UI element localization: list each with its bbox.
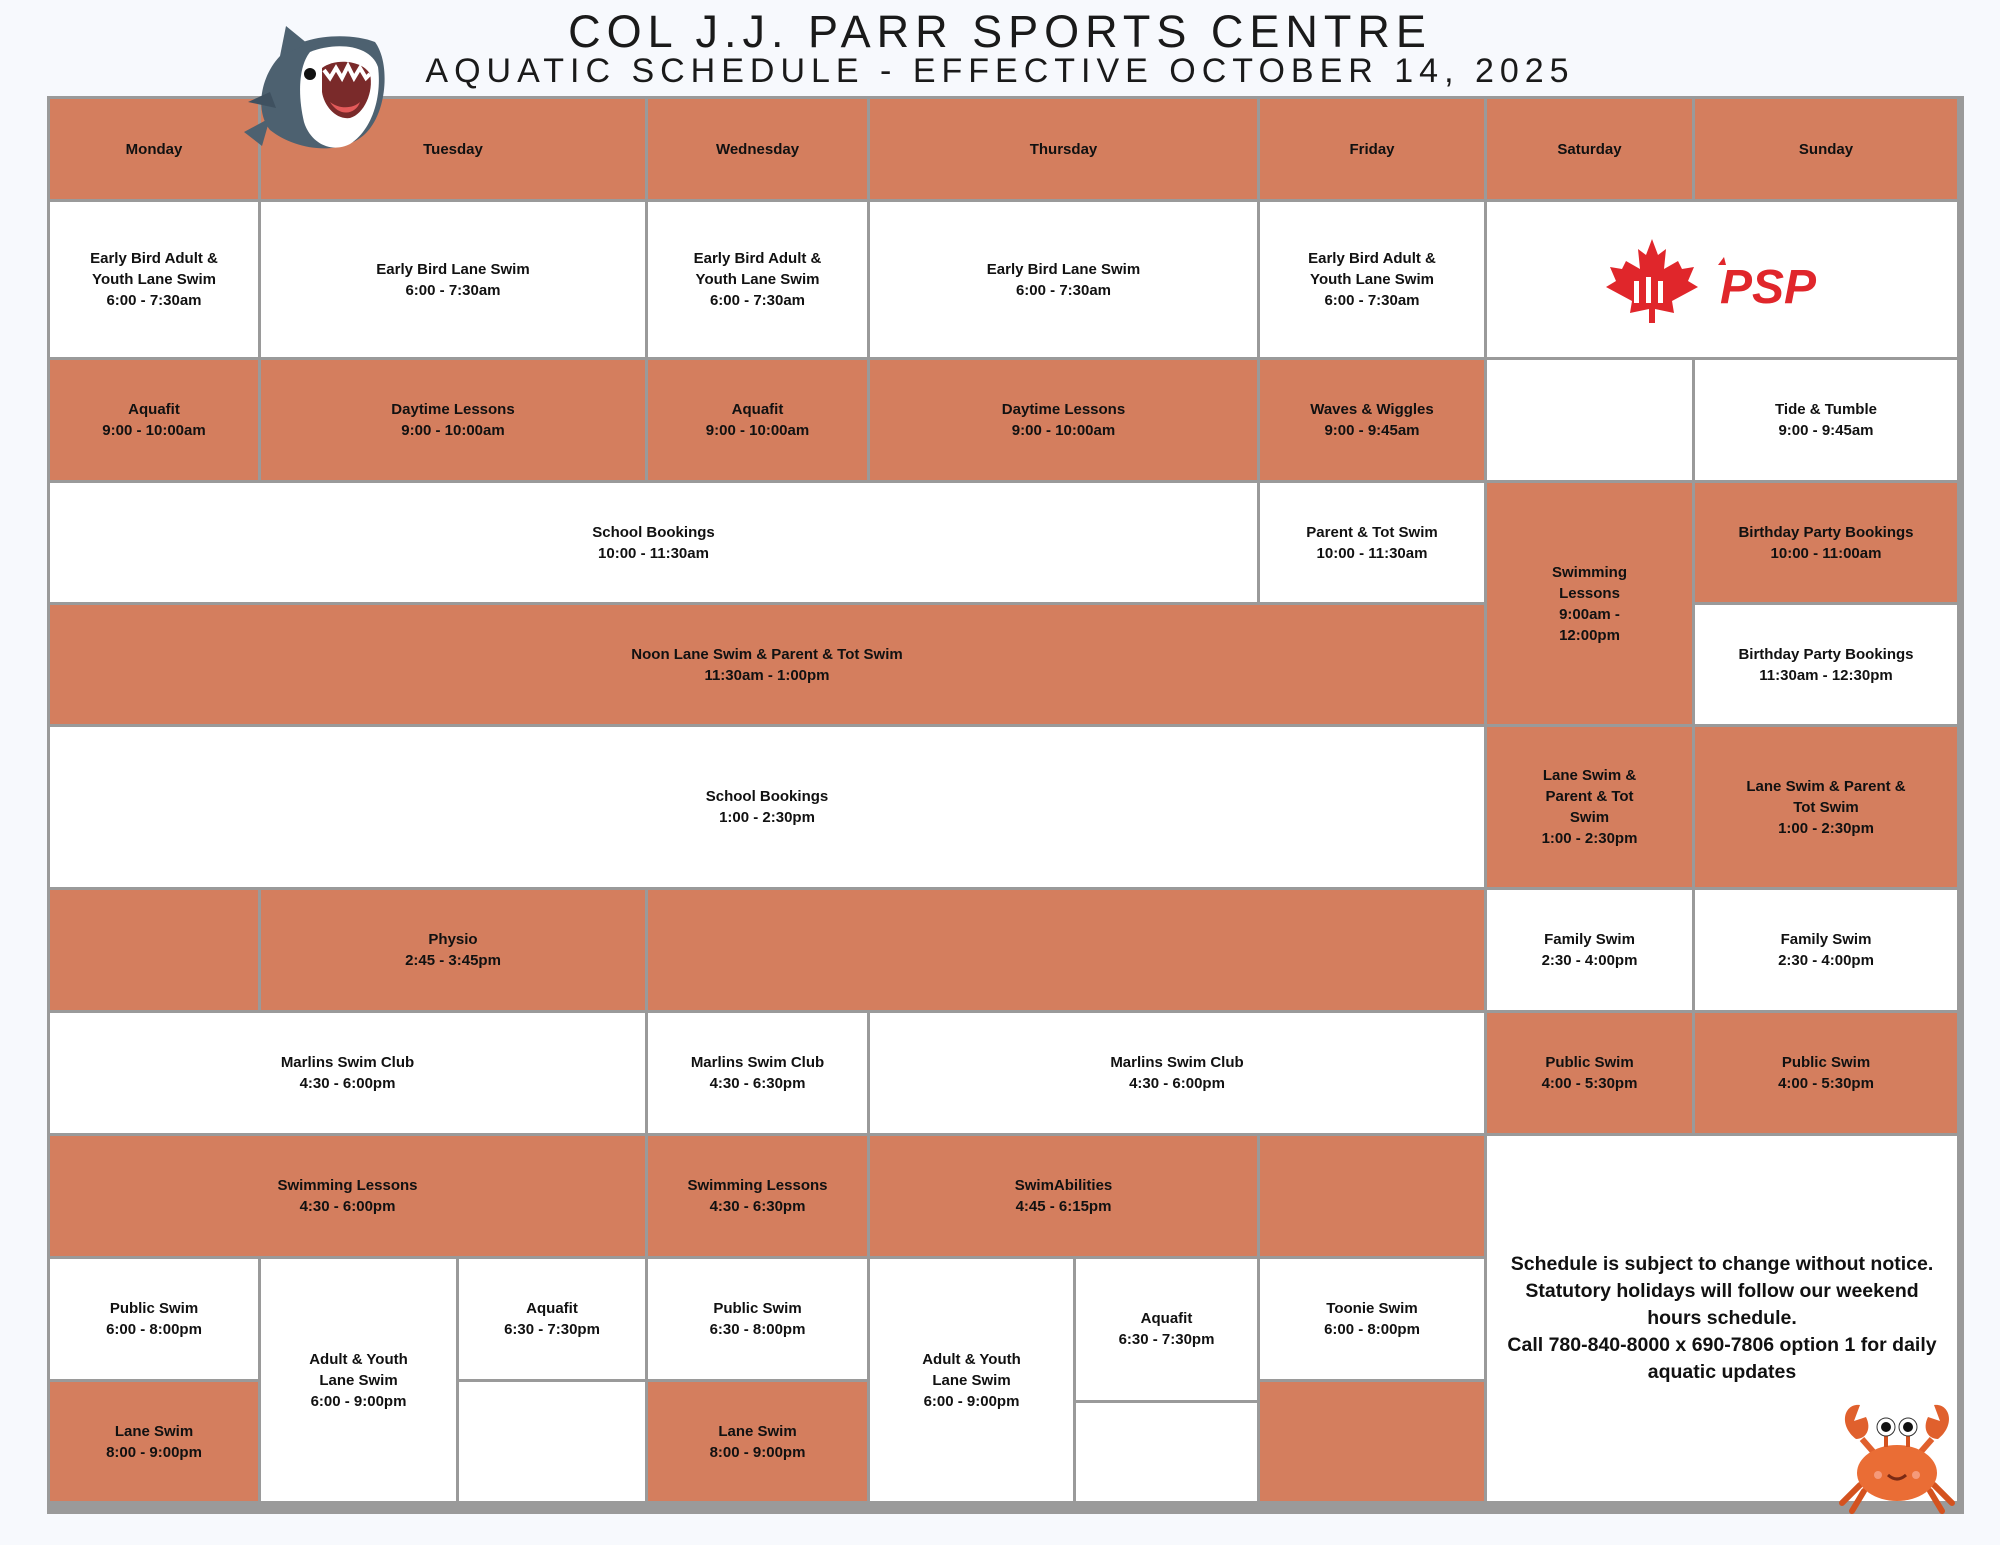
svg-text:PSP: PSP xyxy=(1720,260,1817,314)
day-header-tuesday: Tuesday xyxy=(261,99,645,199)
crab-mascot-icon xyxy=(1832,1395,1962,1515)
slot-saturday-lane-parent-tot: Lane Swim & Parent & Tot Swim 1:00 - 2:30pm xyxy=(1487,727,1692,887)
slot-mon-tue-marlins: Marlins Swim Club 4:30 - 6:00pm xyxy=(50,1013,645,1133)
shark-mascot-icon xyxy=(240,22,395,167)
slot-friday-late-empty xyxy=(1260,1382,1484,1501)
slot-monday-early-bird: Early Bird Adult & Youth Lane Swim 6:00 - 7:30am xyxy=(50,202,258,357)
day-header-monday: Monday xyxy=(50,99,258,199)
slot-thursday-early-bird: Early Bird Lane Swim 6:00 - 7:30am xyxy=(870,202,1257,357)
slot-mon-tue-swimming-lessons: Swimming Lessons 4:30 - 6:00pm xyxy=(50,1136,645,1256)
slot-noon-lane-parent-tot: Noon Lane Swim & Parent & Tot Swim 11:30am - 1:00pm xyxy=(50,605,1484,724)
day-header-wednesday: Wednesday xyxy=(648,99,867,199)
canada-maple-leaf-psp-logo-icon xyxy=(1602,235,1842,325)
slot-sunday-birthday-2: Birthday Party Bookings 11:30am - 12:30pm xyxy=(1695,605,1957,724)
thursday-evening-group xyxy=(870,1259,1257,1501)
slot-tuesday-aquafit: Aquafit 6:30 - 7:30pm xyxy=(459,1259,645,1379)
slot-wednesday-public-swim: Public Swim 6:30 - 8:00pm xyxy=(648,1259,867,1379)
slot-sunday-lane-parent-tot: Lane Swim & Parent & Tot Swim 1:00 - 2:30pm xyxy=(1695,727,1957,887)
slot-saturday-empty xyxy=(1487,360,1692,480)
slot-friday-early-bird: Early Bird Adult & Youth Lane Swim 6:00 - 7:30am xyxy=(1260,202,1484,357)
schedule-notice: Schedule is subject to change without notice. Statutory holidays will follow our weekend hours schedule. Call 780-840-8000 x 690-7806 option 1 for daily aquatic updates xyxy=(1487,1136,1957,1501)
slot-monday-aquafit: Aquafit 9:00 - 10:00am xyxy=(50,360,258,480)
slot-sunday-tide-tumble: Tide & Tumble 9:00 - 9:45am xyxy=(1695,360,1957,480)
day-header-friday: Friday xyxy=(1260,99,1484,199)
slot-friday-waves-wiggles: Waves & Wiggles 9:00 - 9:45am xyxy=(1260,360,1484,480)
schedule-grid xyxy=(47,96,1964,1514)
slot-saturday-public-swim: Public Swim 4:00 - 5:30pm xyxy=(1487,1013,1692,1133)
slot-wednesday-early-bird: Early Bird Adult & Youth Lane Swim 6:00 - 7:30am xyxy=(648,202,867,357)
slot-thu-fri-marlins: Marlins Swim Club 4:30 - 6:00pm xyxy=(870,1013,1484,1133)
slot-tuesday-physio: Physio 2:45 - 3:45pm xyxy=(261,890,645,1010)
slot-school-bookings-pm: School Bookings 1:00 - 2:30pm xyxy=(50,727,1484,887)
slot-wednesday-marlins: Marlins Swim Club 4:30 - 6:30pm xyxy=(648,1013,867,1133)
slot-saturday-swimming-lessons: Swimming Lessons 9:00am - 12:00pm xyxy=(1487,483,1692,724)
slot-wednesday-lane-swim: Lane Swim 8:00 - 9:00pm xyxy=(648,1382,867,1501)
slot-wednesday-swimming-lessons: Swimming Lessons 4:30 - 6:30pm xyxy=(648,1136,867,1256)
slot-monday-public-swim: Public Swim 6:00 - 8:00pm xyxy=(50,1259,258,1379)
slot-sunday-birthday-1: Birthday Party Bookings 10:00 - 11:00am xyxy=(1695,483,1957,602)
slot-tuesday-late-empty xyxy=(459,1382,645,1501)
slot-thursday-swimabilities: SwimAbilities 4:45 - 6:15pm xyxy=(870,1136,1257,1256)
slot-tuesday-daytime-lessons: Daytime Lessons 9:00 - 10:00am xyxy=(261,360,645,480)
slot-sunday-public-swim: Public Swim 4:00 - 5:30pm xyxy=(1695,1013,1957,1133)
slot-thursday-late-empty xyxy=(1076,1403,1257,1502)
slot-friday-parent-tot: Parent & Tot Swim 10:00 - 11:30am xyxy=(1260,483,1484,602)
slot-tuesday-adult-youth-lane: Adult & Youth Lane Swim 6:00 - 9:00pm xyxy=(261,1259,456,1501)
slot-friday-evening-empty xyxy=(1260,1136,1484,1256)
slot-wednesday-aquafit: Aquafit 9:00 - 10:00am xyxy=(648,360,867,480)
slot-wed-fri-afternoon-empty xyxy=(648,890,1484,1010)
slot-school-bookings-am: School Bookings 10:00 - 11:30am xyxy=(50,483,1257,602)
slot-thursday-aquafit: Aquafit 6:30 - 7:30pm xyxy=(1076,1259,1257,1400)
slot-monday-afternoon-empty xyxy=(50,890,258,1010)
psp-logo-cell xyxy=(1487,202,1957,357)
slot-thursday-daytime-lessons: Daytime Lessons 9:00 - 10:00am xyxy=(870,360,1257,480)
day-header-sunday: Sunday xyxy=(1695,99,1957,199)
slot-monday-lane-swim: Lane Swim 8:00 - 9:00pm xyxy=(50,1382,258,1501)
slot-thursday-adult-youth-lane: Adult & Youth Lane Swim 6:00 - 9:00pm xyxy=(870,1259,1073,1501)
page-subtitle: AQUATIC SCHEDULE - EFFECTIVE OCTOBER 14, 2025 xyxy=(425,52,1575,90)
slot-saturday-family-swim: Family Swim 2:30 - 4:00pm xyxy=(1487,890,1692,1010)
page-title: COL J.J. PARR SPORTS CENTRE xyxy=(568,6,1432,57)
slot-sunday-family-swim: Family Swim 2:30 - 4:00pm xyxy=(1695,890,1957,1010)
day-header-saturday: Saturday xyxy=(1487,99,1692,199)
day-header-thursday: Thursday xyxy=(870,99,1257,199)
slot-tuesday-early-bird: Early Bird Lane Swim 6:00 - 7:30am xyxy=(261,202,645,357)
slot-friday-toonie-swim: Toonie Swim 6:00 - 8:00pm xyxy=(1260,1259,1484,1379)
